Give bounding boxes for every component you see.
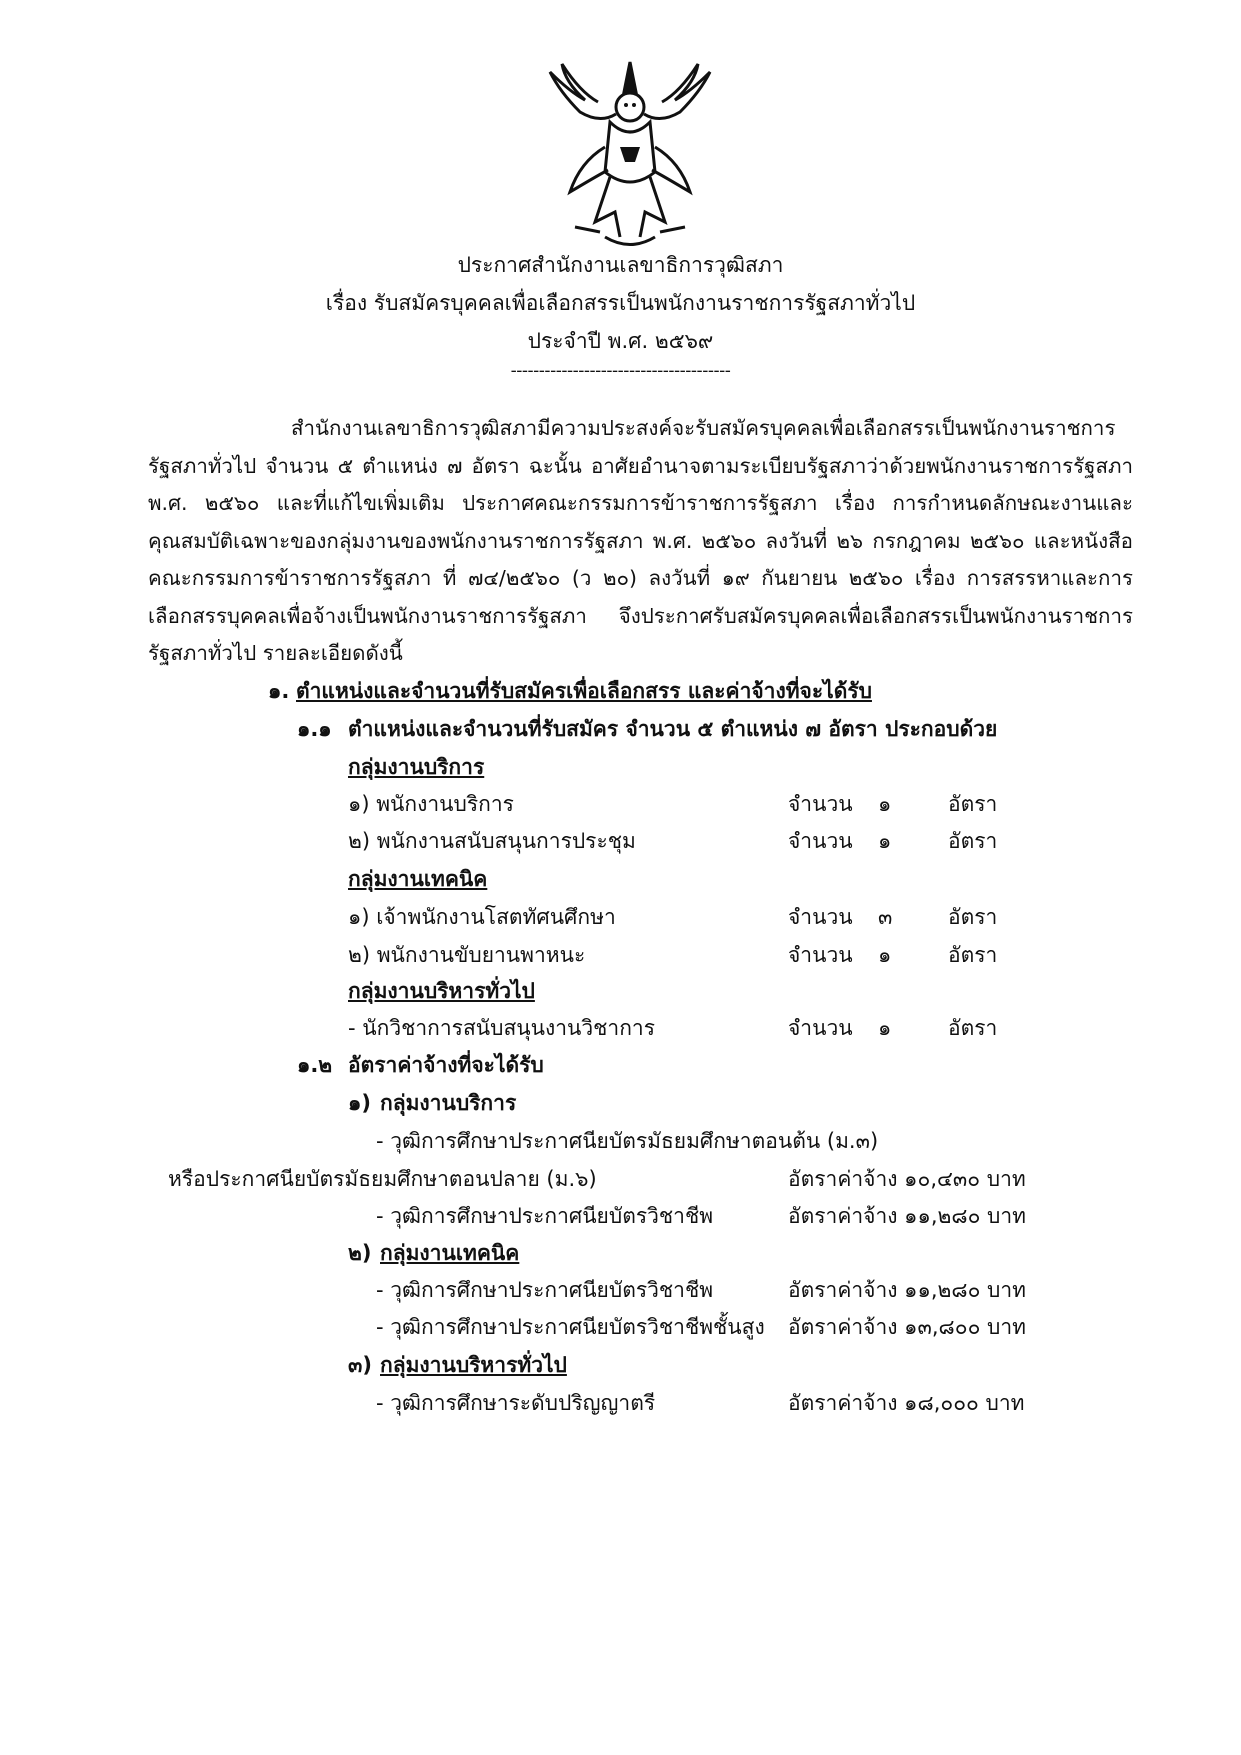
position-unit: อัตรา (948, 1016, 998, 1040)
position-count-label: จำนวน (788, 792, 853, 816)
section-1-number: ๑. (268, 679, 290, 703)
position-unit: อัตรา (948, 829, 998, 853)
position-count: ๓ (878, 905, 893, 929)
wage-qualification: - วุฒิการศึกษาระดับปริญญาตรี (376, 1391, 656, 1415)
wage-group-heading: กลุ่มงานเทคนิค (380, 1241, 520, 1265)
position-label: ๒) พนักงานสนับสนุนการประชุม (348, 829, 636, 853)
section-1-1-title: ตำแหน่งและจำนวนที่รับสมัคร จำนวน ๕ ตำแหน่ง ๗ อัตรา ประกอบด้วย (348, 717, 998, 741)
position-count-label: จำนวน (788, 829, 853, 853)
garuda-emblem-icon (540, 52, 720, 262)
intro-paragraph (148, 410, 1133, 673)
wage-amount: อัตราค่าจ้าง ๑๓,๘๐๐ บาท (788, 1315, 1027, 1339)
intro-text: สำนักงานเลขาธิการวุฒิสภามีความประสงค์จะรับสมัครบุคคลเพื่อเลือกสรรเป็นพนักงานราชการรัฐสภาทั่วไป จำนวน ๕ ตำแหน่ง ๗ อัตรา ฉะนั้น อาศัยอำนาจตามระเบียบรัฐสภาว่าด้วยพนักงานราชการรัฐสภา พ.ศ. ๒๕๖๐ และที่แก้ไขเพิ่มเติม ประกาศคณะกรรมการข้าราชการรัฐสภา เรื่อง การกำหนดลักษณะงานและคุณสมบัติเฉพาะของกลุ่มงานของพนักงานราชการรัฐสภา พ.ศ. ๒๕๖๐ ลงวันที่ ๒๖ กรกฎาคม ๒๕๖๐ และหนังสือคณะกรรมการข้าราชการรัฐสภา ที่ ๗๔/๒๕๖๐ (ว ๒๐) ลงวันที่ ๑๙ กันยายน ๒๕๖๐ เรื่อง การสรรหาและการเลือกสรรบุคคลเพื่อจ้างเป็นพนักงานราชการรัฐสภา จึงประกาศรับสมัครบุคคลเพื่อเลือกสรรเป็นพนักงานราชการรัฐสภาทั่วไป รายละเอียดดังนี้ (148, 416, 1133, 665)
section-1-2-title: อัตราค่าจ้างที่จะได้รับ (348, 1053, 544, 1077)
section-1-2-number: ๑.๒ (297, 1053, 333, 1077)
wage-group-heading: กลุ่มงานบริหารทั่วไป (380, 1353, 567, 1377)
position-count-label: จำนวน (788, 1016, 853, 1040)
wage-qualification: หรือประกาศนียบัตรมัธยมศึกษาตอนปลาย (ม.๖) (168, 1167, 597, 1191)
wage-group-number: ๒) (348, 1241, 372, 1265)
wage-amount: อัตราค่าจ้าง ๑๐,๔๓๐ บาท (788, 1167, 1026, 1191)
position-label: ๑) พนักงานบริการ (348, 792, 514, 816)
position-count: ๑ (878, 792, 892, 816)
position-unit: อัตรา (948, 905, 998, 929)
position-label: - นักวิชาการสนับสนุนงานวิชาการ (348, 1016, 656, 1040)
position-unit: อัตรา (948, 792, 998, 816)
wage-amount: อัตราค่าจ้าง ๑๑,๒๘๐ บาท (788, 1278, 1027, 1302)
position-unit: อัตรา (948, 943, 998, 967)
section-1-1-number: ๑.๑ (297, 717, 332, 741)
group-heading: กลุ่มงานบริการ (348, 755, 485, 779)
wage-qualification: - วุฒิการศึกษาประกาศนียบัตรวิชาชีพ (376, 1278, 714, 1302)
position-label: ๒) พนักงานขับยานพาหนะ (348, 943, 586, 967)
wage-amount: อัตราค่าจ้าง ๑๑,๒๘๐ บาท (788, 1204, 1027, 1228)
announcement-year: ประจำปี พ.ศ. ๒๕๖๙ (527, 329, 714, 353)
position-count-label: จำนวน (788, 943, 853, 967)
announcement-title: ประกาศสำนักงานเลขาธิการวุฒิสภา (457, 253, 784, 277)
group-heading: กลุ่มงานบริหารทั่วไป (348, 979, 535, 1003)
position-label: ๑) เจ้าพนักงานโสตทัศนศึกษา (348, 905, 616, 929)
wage-amount: อัตราค่าจ้าง ๑๘,๐๐๐ บาท (788, 1391, 1025, 1415)
wage-group-number: ๑) (348, 1091, 371, 1115)
position-count: ๑ (878, 943, 892, 967)
position-count: ๑ (878, 1016, 892, 1040)
announcement-subject: เรื่อง รับสมัครบุคคลเพื่อเลือกสรรเป็นพนักงานราชการรัฐสภาทั่วไป (325, 291, 916, 315)
position-count: ๑ (878, 829, 892, 853)
wage-qualification: - วุฒิการศึกษาประกาศนียบัตรวิชาชีพ (376, 1204, 714, 1228)
position-count-label: จำนวน (788, 905, 853, 929)
section-1-title: ตำแหน่งและจำนวนที่รับสมัครเพื่อเลือกสรร และค่าจ้างที่จะได้รับ (296, 679, 872, 703)
wage-group-heading: กลุ่มงานบริการ (380, 1091, 517, 1115)
wage-group-number: ๓) (348, 1353, 372, 1377)
wage-qualification: - วุฒิการศึกษาประกาศนียบัตรมัธยมศึกษาตอนต้น (ม.๓) (376, 1129, 879, 1153)
title-separator: --------------------------------------- (510, 361, 731, 381)
wage-qualification: - วุฒิการศึกษาประกาศนียบัตรวิชาชีพชั้นสูง (376, 1315, 765, 1339)
group-heading: กลุ่มงานเทคนิค (348, 867, 488, 891)
